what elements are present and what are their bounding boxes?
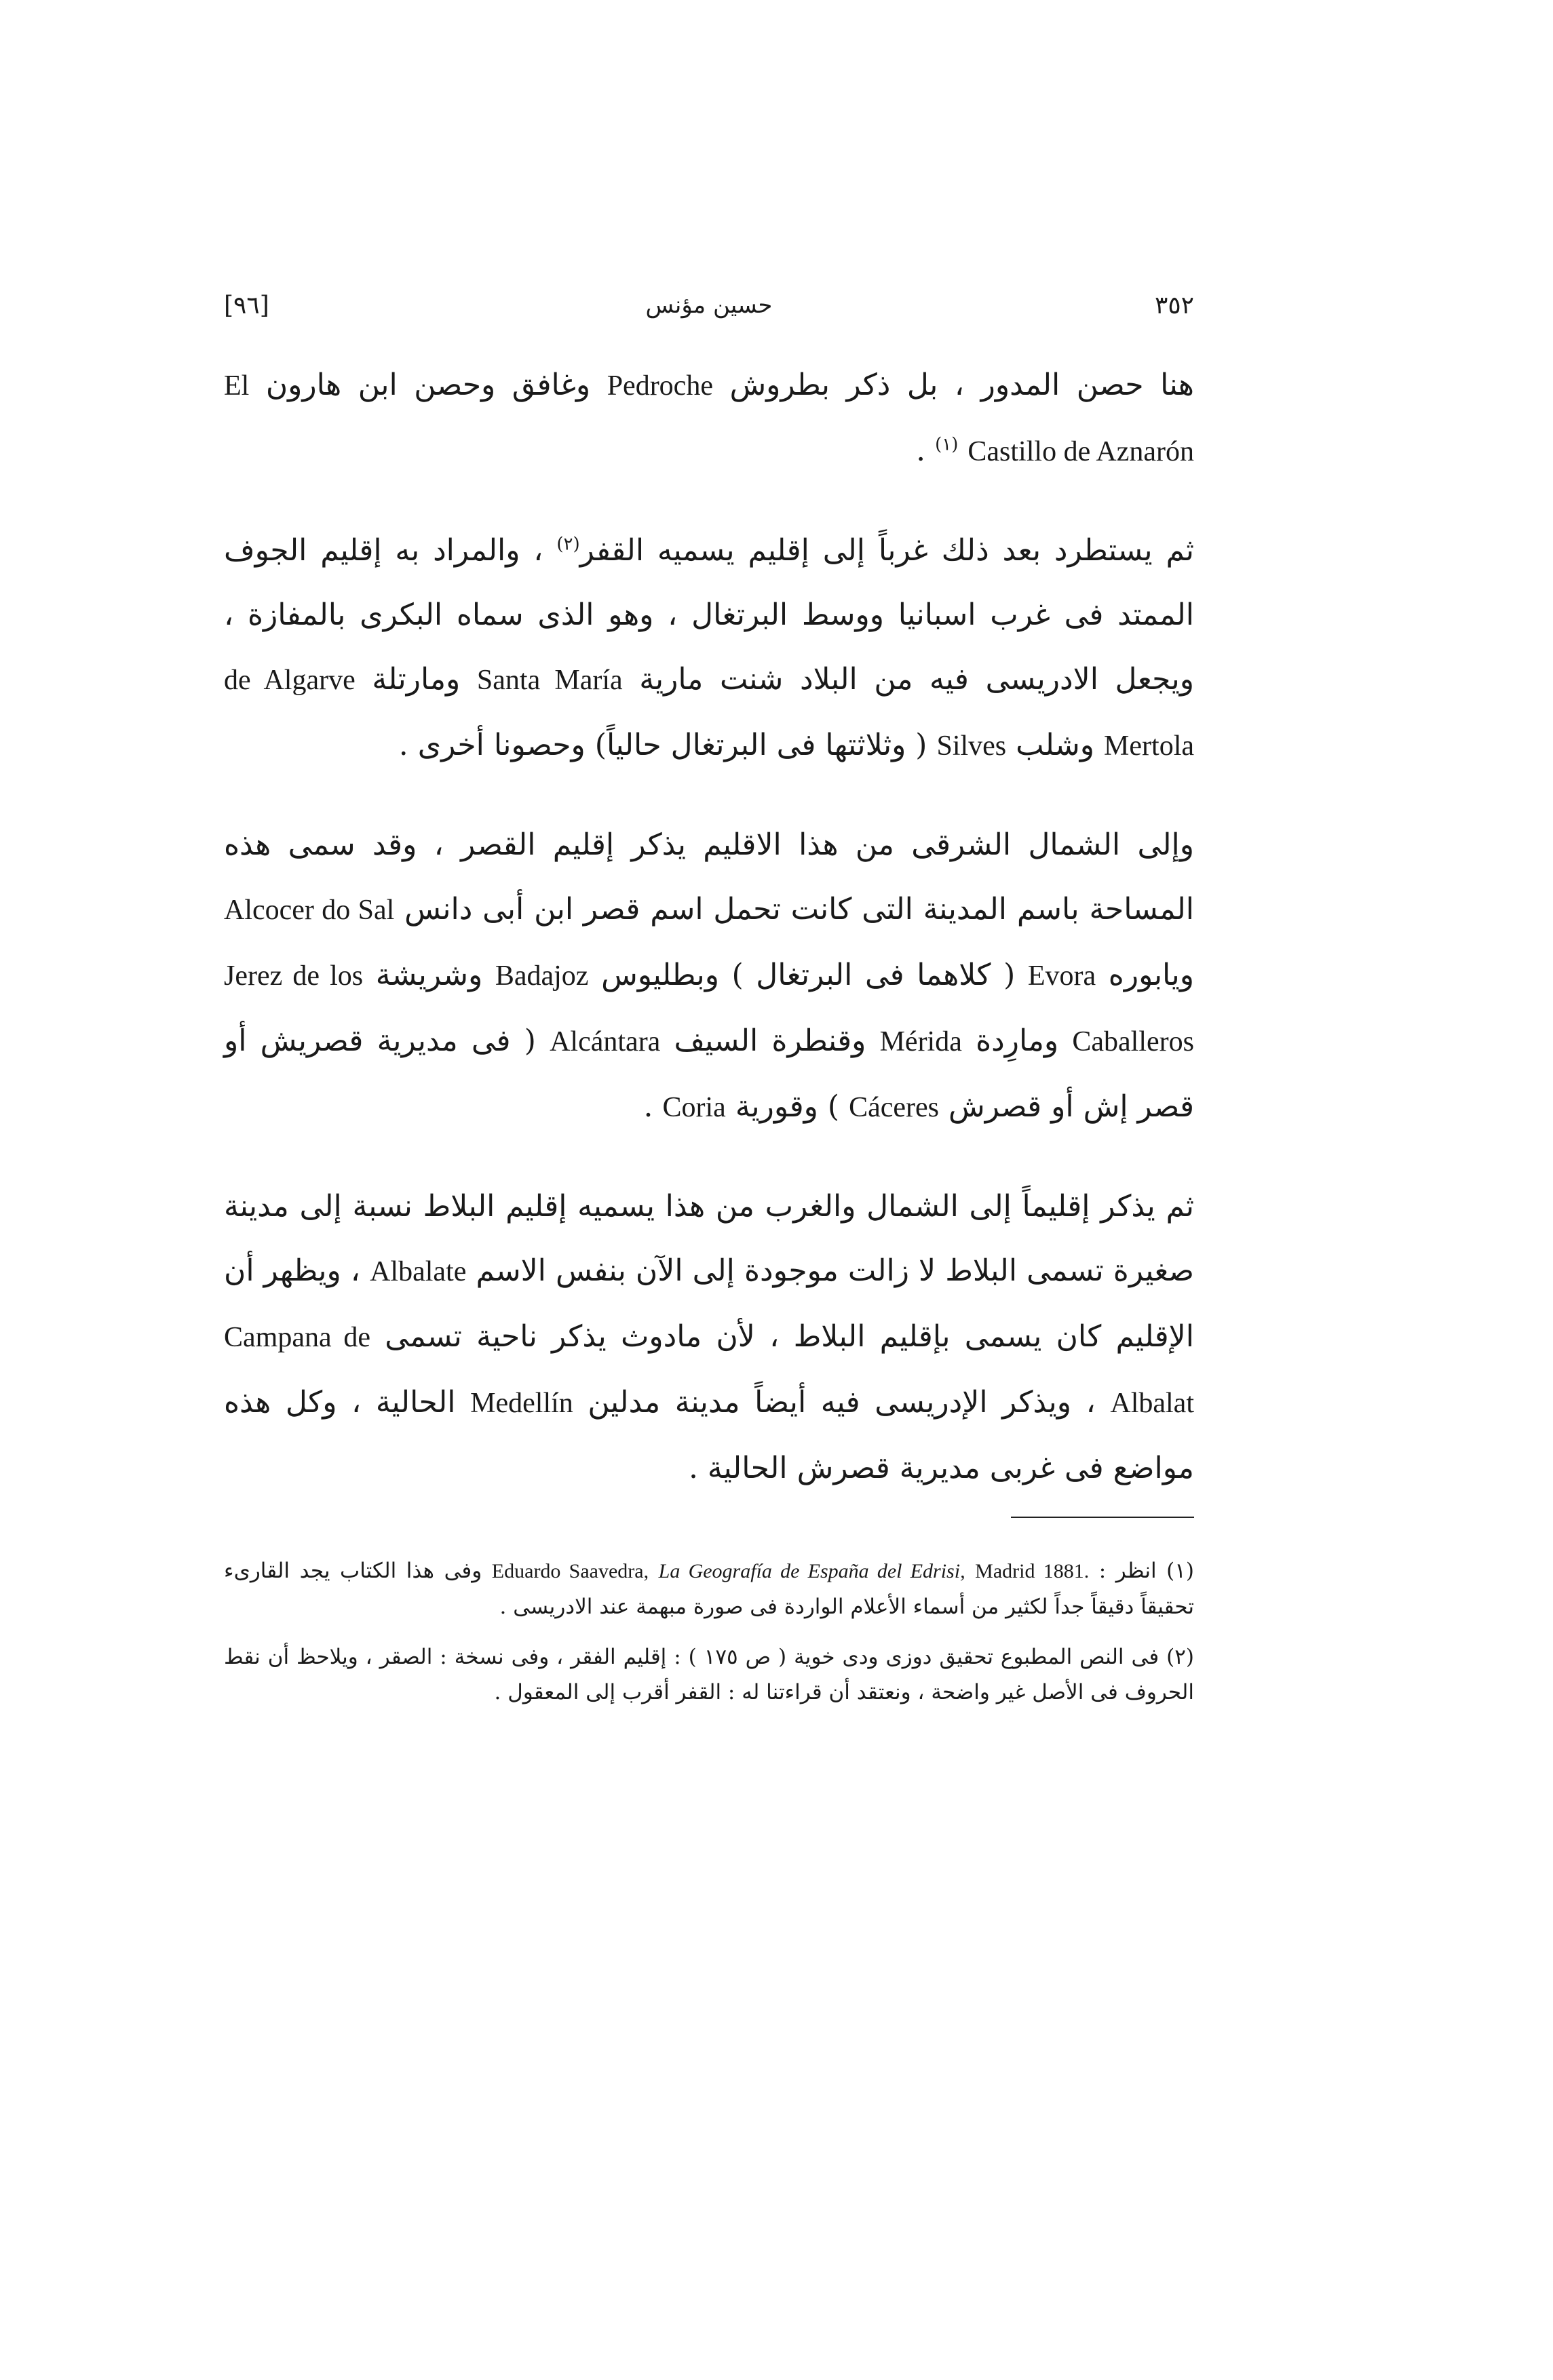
place-name-latin: de Algarve: [224, 665, 356, 696]
footnote-ref-2[interactable]: (٢): [556, 534, 580, 555]
footnote-marker: (٢): [1166, 1645, 1195, 1669]
place-name-latin: Evora: [1027, 960, 1096, 992]
place-name-latin: Campana de Albalat: [224, 1322, 1194, 1419]
section-reference: [٩٦]: [224, 292, 269, 319]
citation-title: La Geografía de España del Edrisi,: [658, 1560, 965, 1582]
page-number: ٣٥٢: [1154, 292, 1194, 319]
place-name-latin: Mérida: [879, 1026, 962, 1057]
place-name-latin: Cáceres: [849, 1092, 939, 1123]
place-name-latin: Pedroche: [607, 370, 713, 402]
place-name-latin: Albalate: [370, 1256, 467, 1287]
paragraph-2: ثم يستطرد بعد ذلك غرباً إلى إقليم يسميه القفر$^{(٢)}$ ، والمراد به إقليم الجوف الممتد فى غرب اسبانيا ووسط البرتغال ، وهو الذى سماه البكرى بالمفازة ، ويجعل الادريسى فيه من البلاد شنت مارية Santa María ومارتلة de Algarve Mertola وشلب Silves ( وثلاثتها فى البرتغال حالياً) وحصونا أخرى .: [224, 533, 1194, 762]
author-name: حسين مؤنس: [645, 292, 773, 319]
footnote-marker: (١): [1166, 1559, 1195, 1583]
footnote-1: (١) انظر : Eduardo Saavedra, La Geografía de España del Edrisi, Madrid 1881. وفى هذا الكتاب يجد القارىء تحقيقاً دقيقاً جداً لكثير من أسماء الأعلام الواردة فى صورة مبهمة عند الادريسى .: [224, 1559, 1195, 1619]
paragraph-1: هنا حصن المدور ، بل ذكر بطروش Pedroche وغافق وحصن ابن هارون El Castillo de Aznarón $^{(١)}$ .: [224, 368, 1194, 468]
footnotes: [224, 1553, 1194, 1725]
place-name-latin: Alcocer do Sal: [224, 895, 395, 926]
place-name-latin: Badajoz: [495, 960, 589, 992]
place-name-latin: El Castillo de Aznarón: [224, 370, 1194, 467]
running-head: [224, 285, 1194, 339]
body-text: [224, 353, 1194, 1534]
place-name-latin: Jerez de los Caballeros: [224, 960, 1194, 1057]
footnote-divider: [1011, 1517, 1194, 1518]
citation-place: Madrid 1881.: [975, 1560, 1090, 1582]
place-name-latin: Silves: [936, 730, 1007, 762]
place-name-latin: Santa María: [476, 665, 623, 696]
citation-author: Eduardo Saavedra,: [491, 1560, 649, 1582]
paragraph-3: وإلى الشمال الشرقى من هذا الاقليم يذكر إقليم القصر ، وقد سمى هذه المساحة باسم المدينة التى كانت تحمل اسم قصر ابن أبى دانس Alcocer do Sal ويابوره Evora ( كلاهما فى البرتغال ) وبطليوس Badajoz وشريشة Jerez de los Caballeros ومارِدة Mérida وقنطرة السيف Alcántara ( فى مديرية قصريش أو قصر إش أو قصرش Cáceres ) وقورية Coria .: [224, 827, 1194, 1124]
place-name-latin: Coria: [662, 1092, 726, 1123]
place-name-latin: Medellín: [470, 1388, 573, 1419]
paragraph-4: ثم يذكر إقليماً إلى الشمال والغرب من هذا يسميه إقليم البلاط نسبة إلى مدينة صغيرة تسمى البلاط لا زالت موجودة إلى الآن بنفس الاسم Albalate ، ويظهر أن الإقليم كان يسمى بإقليم البلاط ، لأن مادوث يذكر ناحية تسمى Campana de Albalat ، ويذكر الإدريسى فيه أيضاً مدينة مدلين Medellín الحالية ، وكل هذه مواضع فى غربى مديرية قصرش الحالية .: [224, 1189, 1195, 1485]
footnote-2: (٢) فى النص المطبوع تحقيق دوزى ودى خوية ( ص ١٧٥ ) : إقليم الفقر ، وفى نسخة : الصقر ، ويلاحظ أن نقط الحروف فى الأصل غير واضحة ، ونعتقد أن قراءتنا له : القفر أقرب إلى المعقول .: [224, 1645, 1195, 1704]
footnote-ref-1[interactable]: (١): [935, 434, 959, 455]
place-name-latin: Alcántara: [550, 1026, 661, 1057]
place-name-latin: Mertola: [1104, 730, 1194, 762]
